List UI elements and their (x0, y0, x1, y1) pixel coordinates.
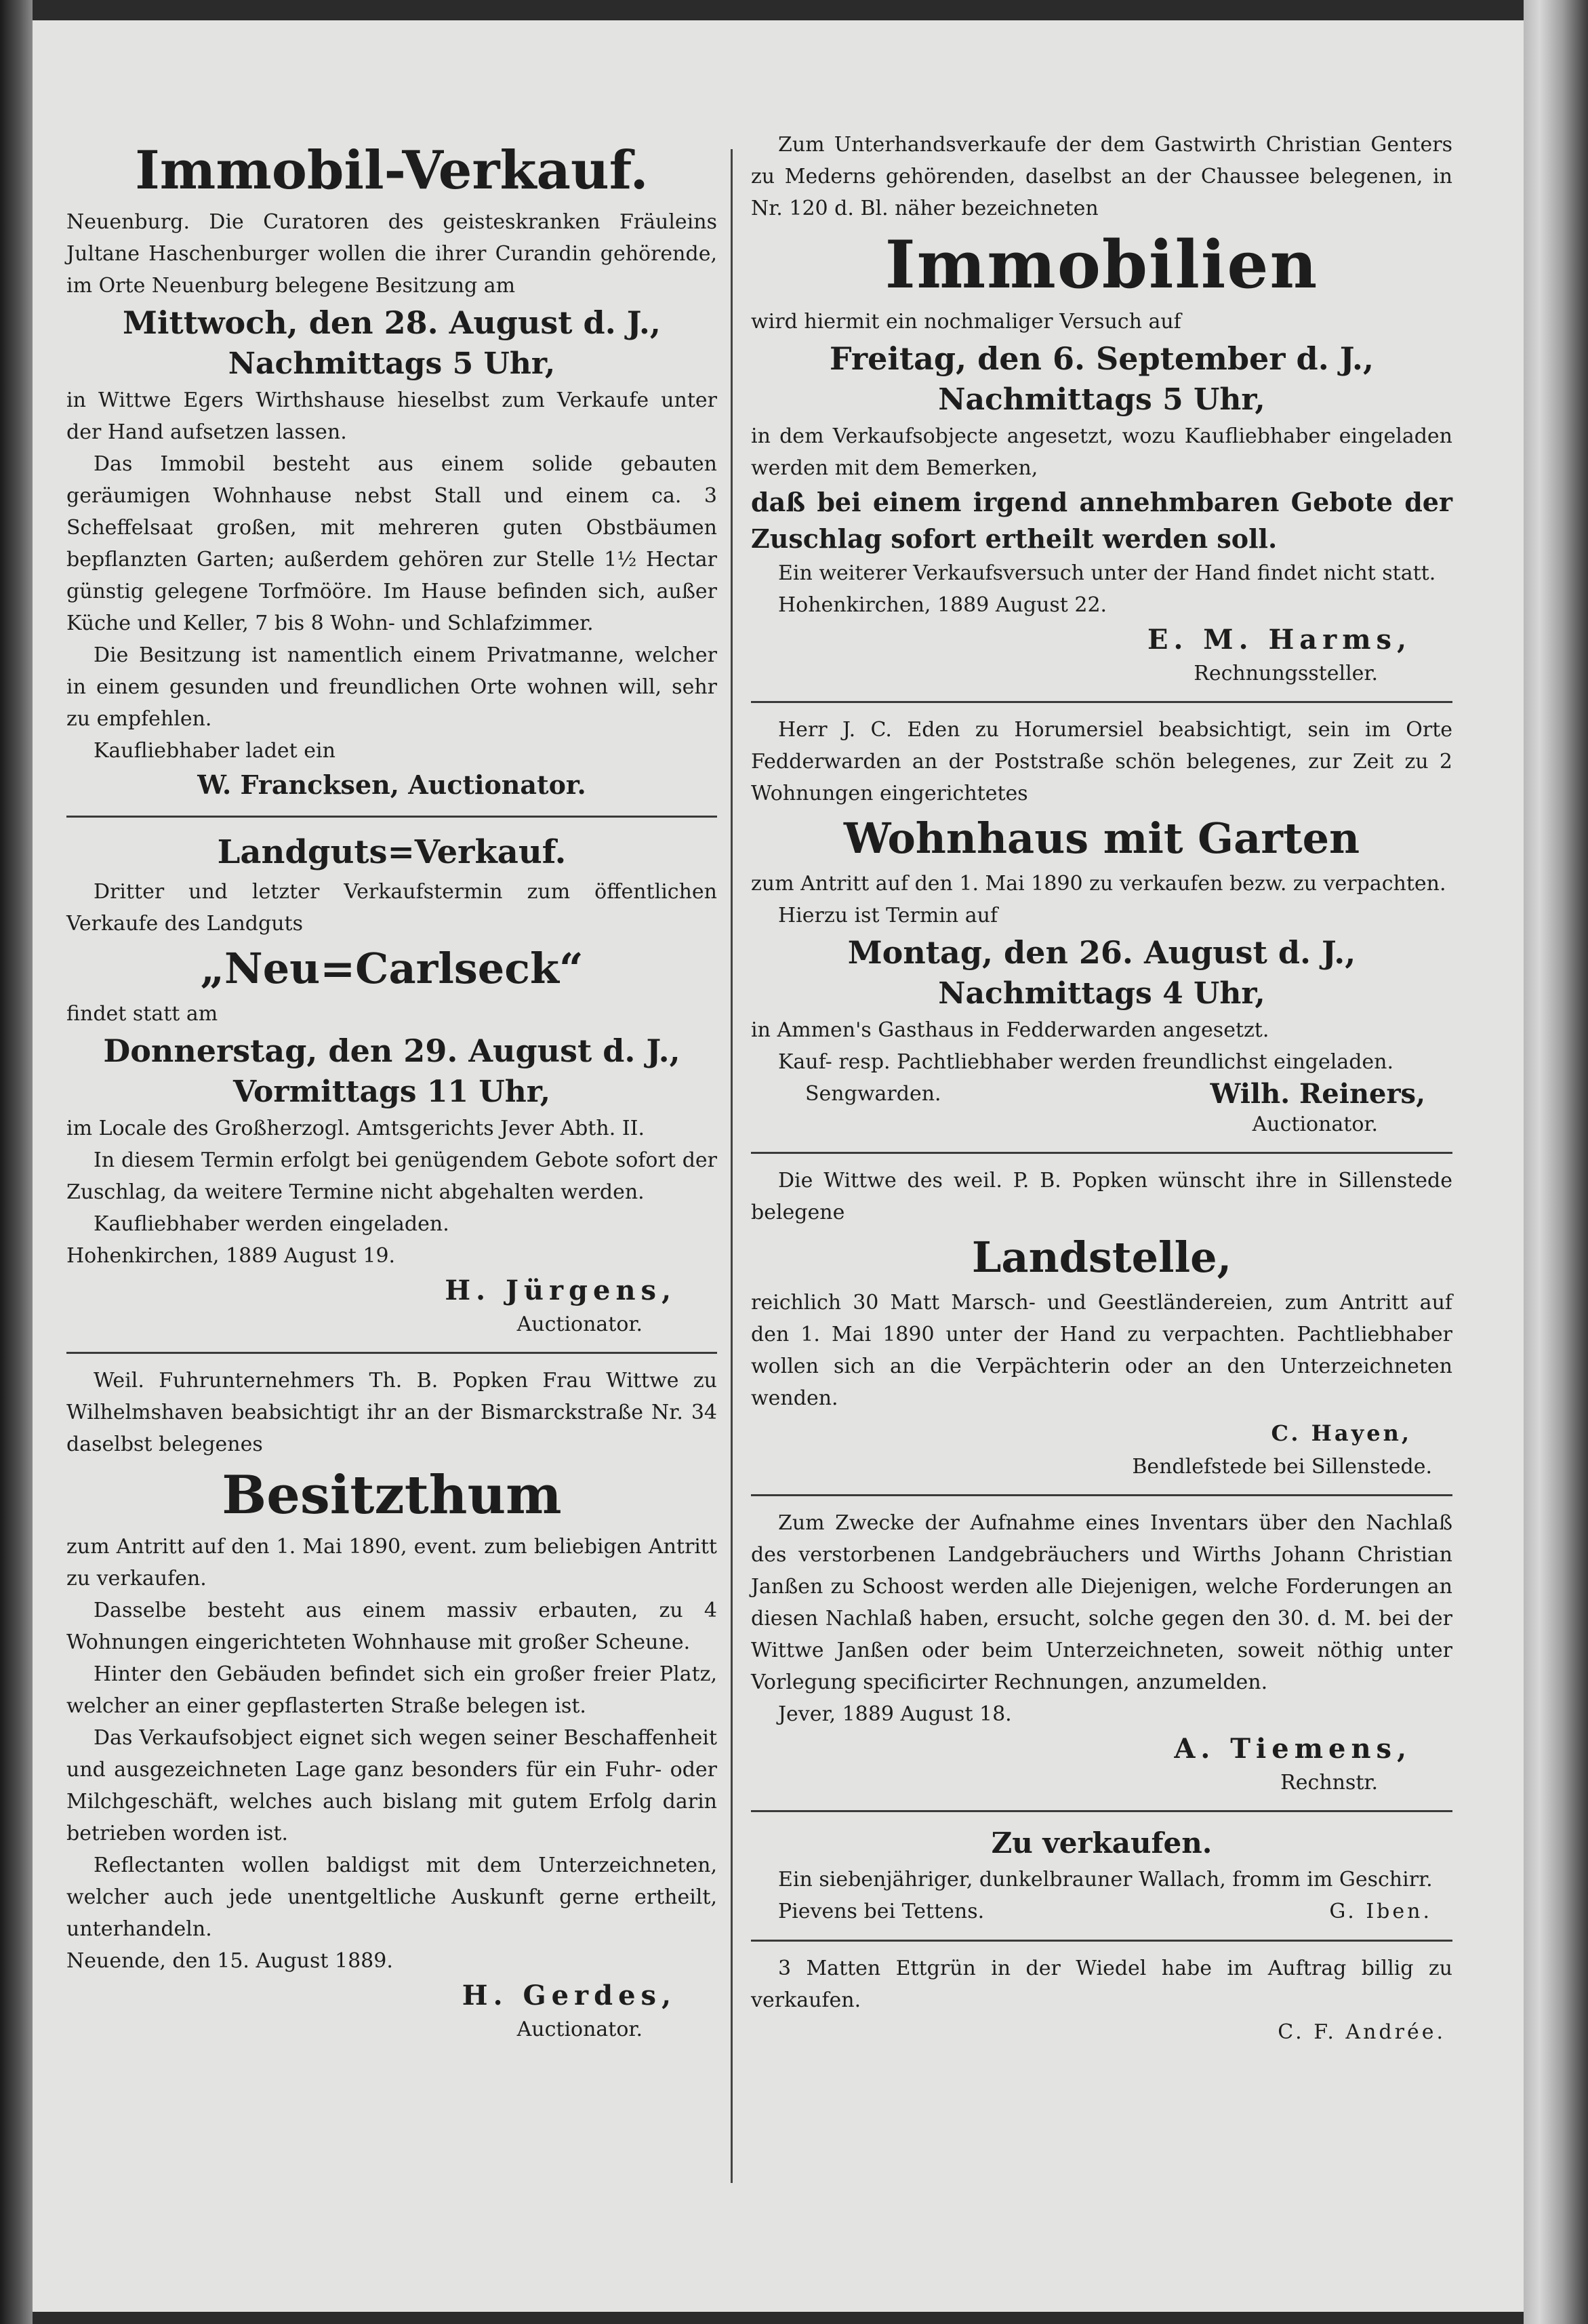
scan-edge-right (1524, 0, 1588, 2324)
ad-immobil-verkauf (66, 136, 717, 803)
ad-signature: G. Iben. (1329, 1900, 1432, 1923)
ad-signature: E. M. Harms, (1147, 624, 1412, 656)
ad-emphasis: daß bei einem irgend annehmbaren Gebote der Zuschlag sofort ertheilt werden soll. (751, 487, 1452, 554)
ad-separator (66, 1352, 717, 1354)
ad-separator (751, 1152, 1452, 1154)
ad-text: zum Antritt auf den 1. Mai 1890, event. zum beliebigen Antritt zu verkaufen. (66, 1535, 717, 1590)
ad-text: Die Wittwe des weil. P. B. Popken wünscht ihre in Sillenstede belegene (751, 1169, 1452, 1224)
ad-signature: A. Tiemens, (1174, 1733, 1412, 1765)
ad-text: Dritter und letzter Verkaufstermin zum öffentlichen Verkaufe des Landguts (66, 880, 717, 936)
ad-text: Herr J. C. Eden zu Horumersiel beabsichtigt, sein im Orte Fedderwarden an der Poststraße schön belegenes, zur Zeit zu 2 Wohnungen eingerichtetes (751, 718, 1452, 805)
ad-text: zum Antritt auf den 1. Mai 1890 zu verkaufen bezw. zu verpachten. (751, 872, 1446, 896)
ad-text: im Locale des Großherzogl. Amtsgerichts Jever Abth. II. (66, 1117, 645, 1140)
ad-time: Nachmittags 5 Uhr, (228, 346, 556, 381)
ad-text: Reflectanten wollen baldigst mit dem Unterzeichneten, welcher auch jede unentgeltliche Auskunft gerne ertheilt, unterhandeln. (66, 1854, 717, 1941)
ad-text: Kaufliebhaber werden eingeladen. (94, 1212, 449, 1236)
ad-signature-title: Rechnungssteller. (1194, 662, 1378, 685)
ad-signature-title: Auctionator. (516, 1313, 643, 1336)
ad-text: Ein siebenjähriger, dunkelbrauner Wallach, fromm im Geschirr. (778, 1868, 1433, 1891)
ad-text: Kaufliebhaber ladet ein (94, 739, 335, 763)
ad-separator (751, 1494, 1452, 1496)
ad-estate-name: „Neu=Carlseck“ (200, 944, 584, 993)
newspaper-page (33, 20, 1524, 2312)
ad-signature: C. F. Andrée. (1278, 2020, 1446, 2044)
ad-date: Mittwoch, den 28. August d. J., (123, 304, 661, 341)
ad-time: Vormittags 11 Uhr, (232, 1075, 551, 1109)
ad-text: Zum Zwecke der Aufnahme eines Inventars über den Nachlaß des verstorbenen Landgebräuchers und Wirths Johann Christian Janßen zu Schoost werden alle Diejenigen, welche Forderungen an diesen Nachlaß haben, ersucht, solche gegen den 30. d. M. bei der Wittwe Janßen oder beim Unterzeichneten, soweit nöthig unter Vorlegung specificirter Rechnungen, anzumelden. (751, 1511, 1452, 1694)
ad-signature: H. Gerdes, (462, 1980, 676, 2011)
ad-time: Nachmittags 4 Uhr, (938, 976, 1265, 1011)
ad-place: Pievens bei Tettens. (778, 1900, 985, 1923)
ad-place: Sengwarden. (805, 1082, 941, 1106)
ad-text: Hierzu ist Termin auf (778, 904, 998, 927)
ad-heading: Landstelle, (971, 1233, 1232, 1282)
ad-signature-title: Rechnstr. (1280, 1771, 1378, 1795)
ad-text: reichlich 30 Matt Marsch- und Geestländereien, zum Antritt auf den 1. Mai 1890 unter der Hand zu verpachten. Pachtliebhaber wollen sich an die Verpächterin oder an den Unterzeichneten wenden. (751, 1291, 1452, 1410)
ad-besitzthum (66, 1365, 717, 2045)
ad-immobilien (751, 129, 1452, 689)
ad-signature: C. Hayen, (1271, 1420, 1412, 1446)
ad-ettgruen (751, 1952, 1452, 2048)
ad-inventar (751, 1507, 1452, 1798)
ad-text: Zum Unterhandsverkaufe der dem Gastwirth Christian Genters zu Mederns gehörenden, daselbst an der Chaussee belegenen, in Nr. 120 d. Bl. näher bezeichneten (751, 133, 1452, 220)
ad-text: In diesem Termin erfolgt bei genügendem Gebote sofort der Zuschlag, da weitere Termine nicht abgehalten werden. (66, 1148, 717, 1204)
ad-heading: Wohnhaus mit Garten (843, 814, 1360, 863)
ad-landstelle (751, 1165, 1452, 1482)
ad-date: Montag, den 26. August d. J., (847, 934, 1356, 971)
ad-separator (751, 1940, 1452, 1942)
ad-text: Dasselbe besteht aus einem massiv erbauten, zu 4 Wohnungen eingerichteten Wohnhause mit großer Scheune. (66, 1599, 717, 1654)
ad-zu-verkaufen (751, 1823, 1452, 1927)
column-divider (731, 149, 733, 2183)
ad-footer-row (751, 1078, 1452, 1110)
ad-heading: Immobilien (884, 226, 1319, 303)
ad-text: Die Besitzung ist namentlich einem Privatmanne, welcher in einem gesunden und freundlichen Orte wohnen will, sehr zu empfehlen. (66, 643, 717, 731)
ad-text: in Wittwe Egers Wirthshause hieselbst zum Verkaufe unter der Hand aufsetzen lassen. (66, 388, 717, 444)
ad-separator (751, 1810, 1452, 1812)
ad-time: Nachmittags 5 Uhr, (938, 382, 1265, 417)
ad-footer-row (751, 1896, 1452, 1927)
ad-date: Donnerstag, den 29. August d. J., (103, 1033, 680, 1069)
ad-text: Das Immobil besteht aus einem solide gebauten geräumigen Wohnhause nebst Stall und einem ca. 3 Scheffelsaat großen, mit mehreren guten Obstbäumen bepflanzten Garten; außerdem gehören zur Stelle 1½ Hectar günstig gelegene Torfmööre. Im Hause befinden sich, außer Küche und Keller, 7 bis 8 Wohn- und Schlafzimmer. (66, 452, 717, 635)
ad-text: Ein weiterer Verkaufsversuch unter der Hand findet nicht statt. (778, 561, 1436, 585)
ad-signature-title: Bendlefstede bei Sillenstede. (1132, 1455, 1432, 1479)
ad-text: findet statt am (66, 1002, 218, 1026)
ad-text: wird hiermit ein nochmaliger Versuch auf (751, 310, 1181, 334)
ad-separator (751, 701, 1452, 703)
ad-text: 3 Matten Ettgrün in der Wiedel habe im Auftrag billig zu verkaufen. (751, 1957, 1452, 2012)
ad-landguts-verkauf (66, 828, 717, 1340)
ad-signature: W. Francksen, Auctionator. (197, 769, 586, 800)
ad-heading: Besitzthum (222, 1464, 562, 1526)
ad-signature-title: Auctionator. (1252, 1113, 1378, 1136)
ad-place-date: Jever, 1889 August 18. (778, 1702, 1012, 1726)
right-column (751, 129, 1452, 2060)
ad-heading: Landguts=Verkauf. (217, 833, 567, 871)
ad-separator (66, 816, 717, 818)
scan-edge-left (0, 0, 33, 2324)
ad-heading: Immobil-Verkauf. (135, 140, 649, 201)
ad-text: Neuenburg. Die Curatoren des geisteskranken Fräuleins Jultane Haschenburger wollen die ihrer Curandin gehörende, im Orte Neuenburg belegene Besitzung am (66, 210, 717, 298)
ad-date: Freitag, den 6. September d. J., (830, 340, 1374, 377)
ad-signature-title: Auctionator. (516, 2018, 643, 2041)
ad-signature: Wilh. Reiners, (1210, 1078, 1425, 1110)
ad-signature: H. Jürgens, (445, 1275, 676, 1306)
ad-place-date: Neuende, den 15. August 1889. (66, 1949, 393, 1973)
ad-text: in Ammen's Gasthaus in Fedderwarden angesetzt. (751, 1018, 1269, 1042)
ad-text: Weil. Fuhrunternehmers Th. B. Popken Frau Wittwe zu Wilhelmshaven beabsichtigt ihr an der Bismarckstraße Nr. 34 daselbst belegenes (66, 1369, 717, 1456)
left-column (66, 136, 717, 2057)
ad-text: Hinter den Gebäuden befindet sich ein großer freier Platz, welcher an einer gepflasterten Straße belegen ist. (66, 1662, 717, 1718)
ad-wohnhaus-mit-garten (751, 714, 1452, 1140)
ad-place-date: Hohenkirchen, 1889 August 22. (778, 593, 1107, 617)
ad-text: in dem Verkaufsobjecte angesetzt, wozu Kaufliebhaber eingeladen werden mit dem Bemerken, (751, 424, 1452, 480)
ad-place-date: Hohenkirchen, 1889 August 19. (66, 1244, 396, 1268)
ad-heading: Zu verkaufen. (991, 1826, 1213, 1860)
ad-text: Kauf- resp. Pachtliebhaber werden freundlichst eingeladen. (778, 1050, 1394, 1074)
ad-text: Das Verkaufsobject eignet sich wegen seiner Beschaffenheit und ausgezeichneten Lage ganz besonders für ein Fuhr- oder Milchgeschäft, welches auch bislang mit gutem Erfolg darin betrieben worden ist. (66, 1726, 717, 1845)
